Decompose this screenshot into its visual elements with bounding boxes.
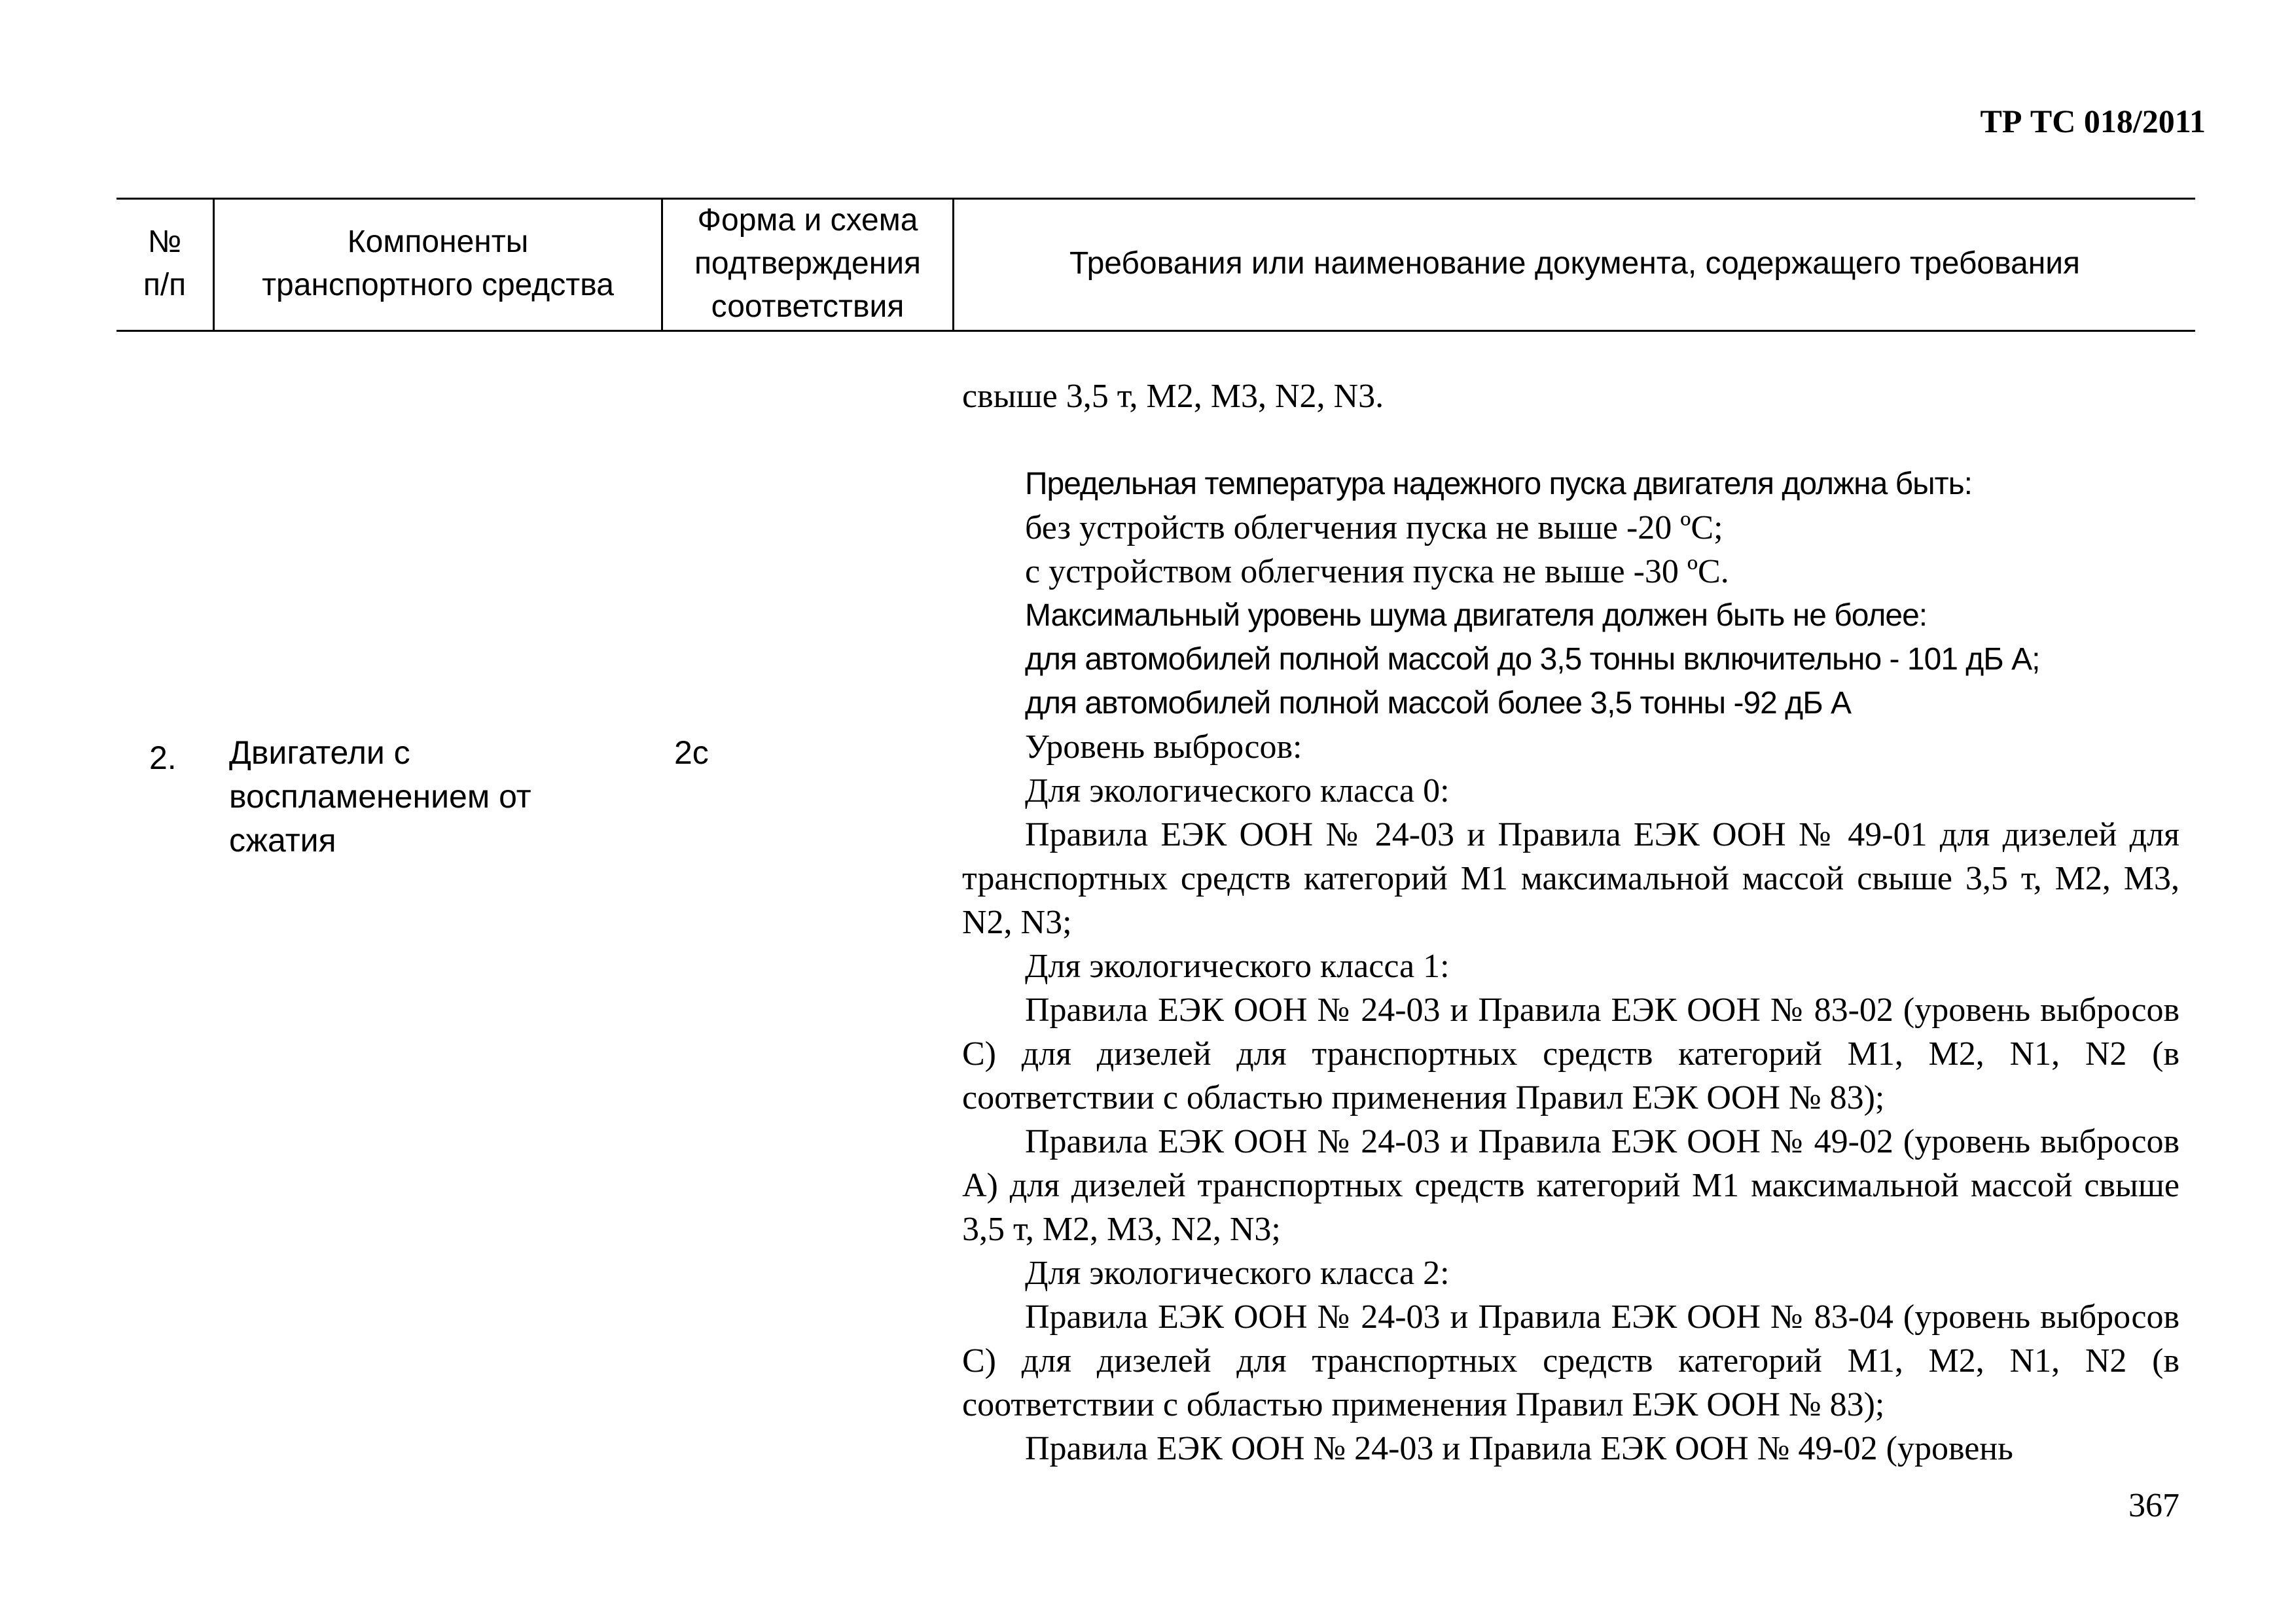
requirement-paragraph: свыше 3,5 т, M2, M3, N2, N3. — [962, 378, 1384, 415]
header-cell-number: № п/п — [143, 224, 187, 302]
requirement-paragraph: Для экологического класса 1: — [1025, 948, 1450, 985]
header-cell-scheme: Форма и схема подтверждения соответствия — [694, 203, 922, 324]
row-scheme: 2с — [674, 734, 709, 771]
row-component: Двигатели с воспламенением от сжатия — [229, 734, 531, 859]
requirement-paragraph: для автомобилей полной массой до 3,5 тонны включительно - 101 дБ А; — [1025, 642, 2040, 677]
row-number: 2. — [149, 740, 177, 776]
requirement-paragraph: Максимальный уровень шума двигателя должен быть не более: — [1025, 598, 1928, 633]
requirement-paragraph: Правила ЕЭК ООН № 24-03 и Правила ЕЭК ООН № 49-02 (уровень — [1025, 1430, 2013, 1467]
document-code: ТР ТС 018/2011 — [1980, 103, 2206, 139]
requirement-paragraph: Правила ЕЭК ООН № 24-03 и Правила ЕЭК ООН № 49-02 (уровень выбросов А) для дизелей транспортных средств категорий M1 максимальной массой свыше 3,5 т, M2, M3, N2, N3; — [962, 1123, 2179, 1248]
requirement-paragraph: Правила ЕЭК ООН № 24-03 и Правила ЕЭК ООН № 83-02 (уровень выбросов С) для дизелей для транспортных средств категорий M1, M2, N1, N2 (в соответствии с областью применения Правил ЕЭК ООН № 83); — [962, 991, 2179, 1116]
requirement-paragraph: без устройств облегчения пуска не выше -20 ºС; — [1025, 509, 1723, 546]
requirement-paragraph: Для экологического класса 0: — [1025, 772, 1450, 810]
header-cell-components: Компоненты транспортного средства — [262, 224, 614, 302]
requirements-text — [962, 374, 2179, 1471]
header-cell-requirements: Требования или наименование документа, содержащего требования — [1069, 246, 2081, 281]
requirement-paragraph: с устройством облегчения пуска не выше -30 ºС. — [1025, 553, 1729, 590]
requirement-paragraph: Правила ЕЭК ООН № 24-03 и Правила ЕЭК ООН № 83-04 (уровень выбросов С) для дизелей для транспортных средств категорий M1, M2, N1, N2 (в соответствии с областью применения Правил ЕЭК ООН № 83); — [962, 1298, 2179, 1423]
requirement-paragraph: Уровень выбросов: — [1025, 728, 1302, 766]
requirement-paragraph: Для экологического класса 2: — [1025, 1255, 1450, 1292]
requirement-paragraph: Правила ЕЭК ООН № 24-03 и Правила ЕЭК ООН № 49-01 для дизелей для транспортных средств категорий M1 максимальной массой свыше 3,5 т, M2, M3, N2, N3; — [962, 816, 2179, 941]
requirement-paragraph: для автомобилей полной массой более 3,5 тонны -92 дБ А — [1025, 686, 1852, 721]
table-header-bottom-rule — [117, 330, 2195, 332]
page-number: 367 — [2128, 1487, 2179, 1524]
requirement-paragraph: Предельная температура надежного пуска двигателя должна быть: — [1025, 467, 1972, 501]
